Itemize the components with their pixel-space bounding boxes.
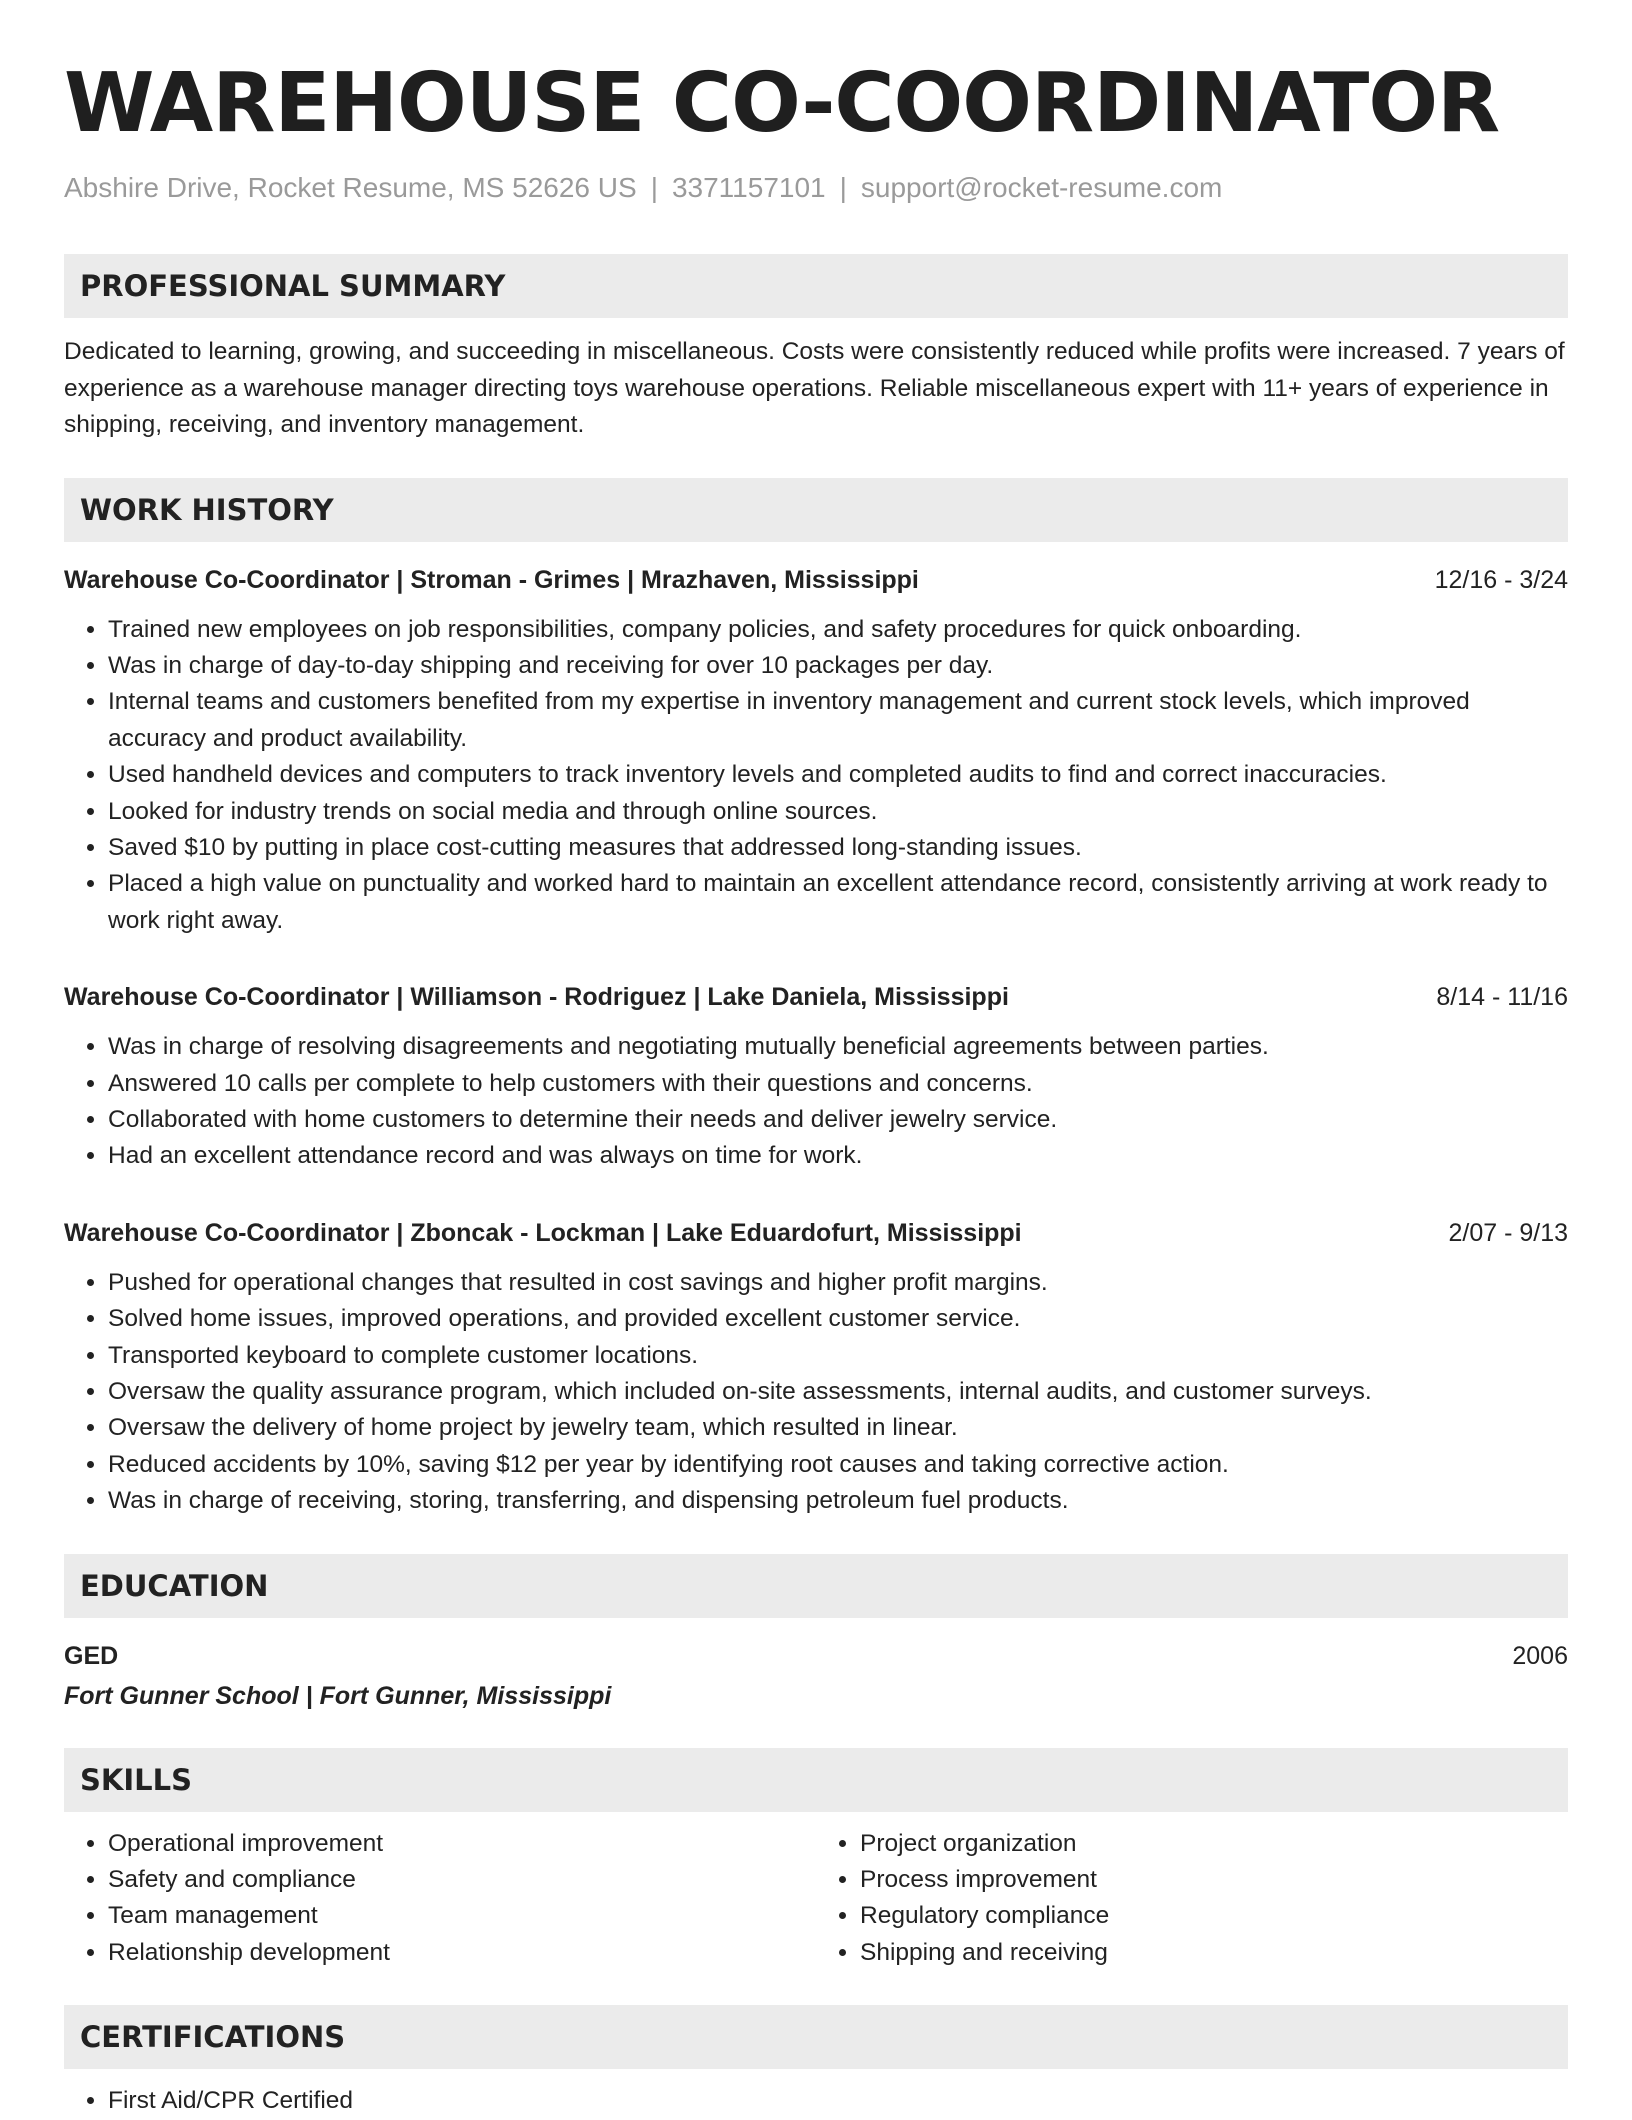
skill-item: • Shipping and receiving xyxy=(860,1935,1568,1971)
contact-email: support@rocket-resume.com xyxy=(860,172,1223,203)
job-bullet: • Placed a high value on punctuality and worked hard to maintain an excellent attendance record, consistently arriving at work ready to work right away. xyxy=(108,866,1568,939)
job-bullet: • Oversaw the quality assurance program, which included on-site assessments, internal audits, and customer surveys. xyxy=(108,1374,1568,1410)
contact-line xyxy=(64,170,1568,206)
job-entry xyxy=(64,1215,1568,1520)
job-bullet: • Internal teams and customers benefited from my expertise in inventory management and current stock levels, which improved accuracy and product availability. xyxy=(108,684,1568,757)
job-dates: 2/07 - 9/13 xyxy=(1448,1218,1568,1247)
job-dates: 8/14 - 11/16 xyxy=(1436,983,1568,1012)
job-bullet: • Used handheld devices and computers to track inventory levels and completed audits to find and correct inaccuracies. xyxy=(108,757,1568,793)
section-heading-education: EDUCATION xyxy=(64,1554,1568,1618)
job-bullet: • Was in charge of day-to-day shipping and receiving for over 10 packages per day. xyxy=(108,648,1568,684)
job-bullet: • Was in charge of resolving disagreements and negotiating mutually beneficial agreements between parties. xyxy=(108,1029,1568,1065)
education-header xyxy=(64,1638,1568,1674)
job-bullet: • Oversaw the delivery of home project by jewelry team, which resulted in linear. xyxy=(108,1410,1568,1446)
job-bullet: • Was in charge of receiving, storing, transferring, and dispensing petroleum fuel products. xyxy=(108,1483,1568,1519)
job-entry xyxy=(64,562,1568,940)
job-bullet: • Trained new employees on job responsibilities, company policies, and safety procedures for quick onboarding. xyxy=(108,612,1568,648)
job-bullet: • Looked for industry trends on social media and through online sources. xyxy=(108,794,1568,830)
job-bullet: • Pushed for operational changes that resulted in cost savings and higher profit margins. xyxy=(108,1265,1568,1301)
section-heading-work: WORK HISTORY xyxy=(64,478,1568,542)
job-dates: 12/16 - 3/24 xyxy=(1434,565,1568,594)
job-bullet: • Had an excellent attendance record and was always on time for work. xyxy=(108,1138,1568,1174)
contact-phone: 3371157101 xyxy=(671,172,826,203)
section-heading-certifications: CERTIFICATIONS xyxy=(64,2005,1568,2069)
job-entry xyxy=(64,979,1568,1175)
skill-item: • Project organization xyxy=(860,1826,1568,1862)
job-bullet: • Saved $10 by putting in place cost-cutting measures that addressed long-standing issues. xyxy=(108,830,1568,866)
education-year: 2006 xyxy=(1512,1641,1568,1670)
education-degree: GED xyxy=(64,1641,119,1670)
skill-item: • Regulatory compliance xyxy=(860,1898,1568,1934)
skills-column-right xyxy=(816,1826,1568,1972)
contact-address: Abshire Drive, Rocket Resume, MS 52626 US xyxy=(64,172,637,203)
job-header xyxy=(64,979,1568,1015)
job-bullets xyxy=(64,1265,1568,1520)
skill-item: • Team management xyxy=(108,1898,816,1934)
section-heading-skills: SKILLS xyxy=(64,1748,1568,1812)
skills-column-left xyxy=(64,1826,816,1972)
job-header xyxy=(64,562,1568,598)
contact-separator: | xyxy=(839,172,847,203)
skills-list xyxy=(64,1826,1568,1972)
job-bullet: • Transported keyboard to complete customer locations. xyxy=(108,1338,1568,1374)
job-bullet: • Answered 10 calls per complete to help customers with their questions and concerns. xyxy=(108,1066,1568,1102)
contact-separator: | xyxy=(650,172,658,203)
job-bullet: • Collaborated with home customers to determine their needs and deliver jewelry service. xyxy=(108,1102,1568,1138)
job-bullet: • Reduced accidents by 10%, saving $12 per year by identifying root causes and taking corrective action. xyxy=(108,1447,1568,1483)
certification-item: • First Aid/CPR Certified xyxy=(108,2083,1568,2119)
education-school: Fort Gunner School | Fort Gunner, Mississippi xyxy=(64,1681,612,1710)
resume-name: WAREHOUSE CO-COORDINATOR xyxy=(64,56,1500,151)
job-header xyxy=(64,1215,1568,1251)
skill-item: • Relationship development xyxy=(108,1935,816,1971)
job-bullets xyxy=(64,612,1568,940)
summary-text: Dedicated to learning, growing, and succeeding in miscellaneous. Costs were consistently reduced while profits were increased. 7 years of experience as a warehouse manager directing toys warehouse operations. Reliable miscellaneous expert with 11+ years of experience in shipping, receiving, and inventory management. xyxy=(64,338,1565,438)
job-bullets xyxy=(64,1029,1568,1175)
skill-item: • Safety and compliance xyxy=(108,1862,816,1898)
job-title: Warehouse Co-Coordinator | Williamson - Rodriguez | Lake Daniela, Mississippi xyxy=(64,983,1009,1012)
job-bullet: • Solved home issues, improved operations, and provided excellent customer service. xyxy=(108,1301,1568,1337)
job-title: Warehouse Co-Coordinator | Stroman - Grimes | Mrazhaven, Mississippi xyxy=(64,565,919,594)
job-title: Warehouse Co-Coordinator | Zboncak - Lockman | Lake Eduardofurt, Mississippi xyxy=(64,1218,1022,1247)
certifications-list xyxy=(64,2083,1568,2119)
skill-item: • Process improvement xyxy=(860,1862,1568,1898)
skill-item: • Operational improvement xyxy=(108,1826,816,1862)
section-heading-summary: PROFESSIONAL SUMMARY xyxy=(64,254,1568,318)
